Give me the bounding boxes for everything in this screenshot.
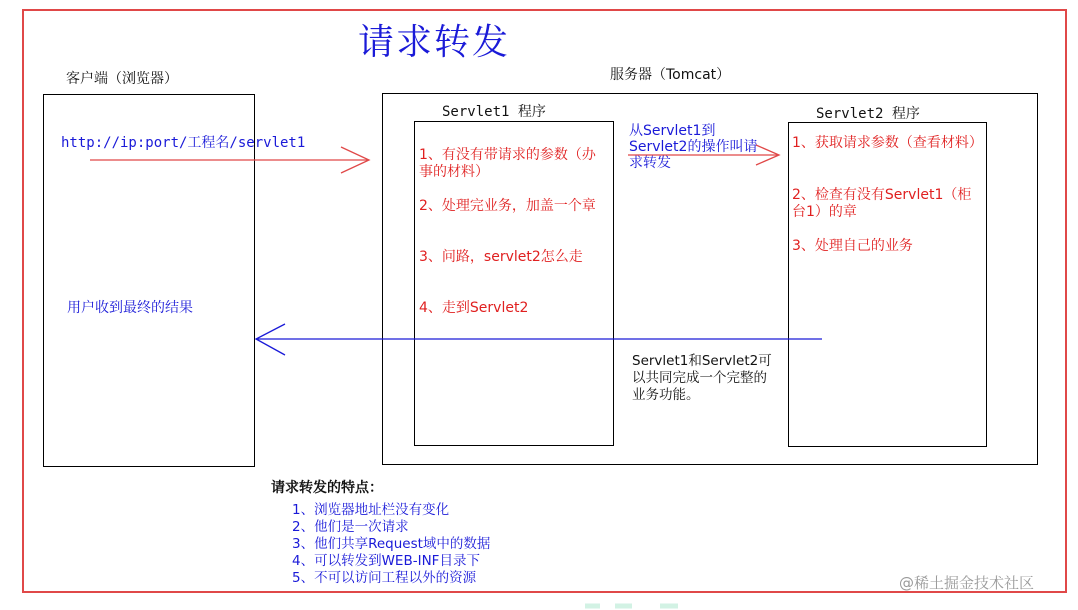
servlet2-box — [788, 122, 987, 447]
servlet1-step: 3、问路，servlet2怎么走 — [419, 249, 583, 265]
servlet1-title: Servlet1 程序 — [442, 104, 546, 120]
server-label: 服务器（Tomcat） — [610, 67, 731, 83]
request-url: http://ip:port/工程名/servlet1 — [61, 135, 306, 151]
feature-item: 2、他们是一次请求 — [292, 519, 409, 535]
servlet2-step: 2、检查有没有Servlet1（柜台1）的章 — [792, 187, 972, 220]
servlet1-step: 2、处理完业务，加盖一个章 — [419, 198, 596, 214]
servlet1-step: 4、走到Servlet2 — [419, 300, 529, 316]
feature-item: 3、他们共享Request域中的数据 — [292, 536, 491, 552]
shared-note: Servlet1和Servlet2可以共同完成一个完整的业务功能。 — [632, 353, 772, 403]
user-result-label: 用户收到最终的结果 — [67, 300, 193, 316]
client-label: 客户端（浏览器） — [66, 71, 178, 87]
diagram-title: 请求转发 — [358, 22, 511, 63]
servlet2-step: 3、处理自己的业务 — [792, 238, 913, 254]
feature-item: 4、可以转发到WEB-INF目录下 — [292, 553, 480, 569]
watermark: @稀土掘金技术社区 — [899, 574, 1035, 592]
servlet2-title: Servlet2 程序 — [816, 106, 920, 122]
features-title: 请求转发的特点： — [271, 480, 383, 496]
feature-item: 1、浏览器地址栏没有变化 — [292, 502, 450, 518]
forward-label: 从Servlet1到Servlet2的操作叫请求转发 — [629, 123, 758, 171]
servlet1-step: 1、有没有带请求的参数（办事的材料） — [419, 147, 596, 180]
feature-item: 5、不可以访问工程以外的资源 — [292, 570, 477, 586]
servlet2-step: 1、获取请求参数（查看材料） — [792, 135, 983, 151]
